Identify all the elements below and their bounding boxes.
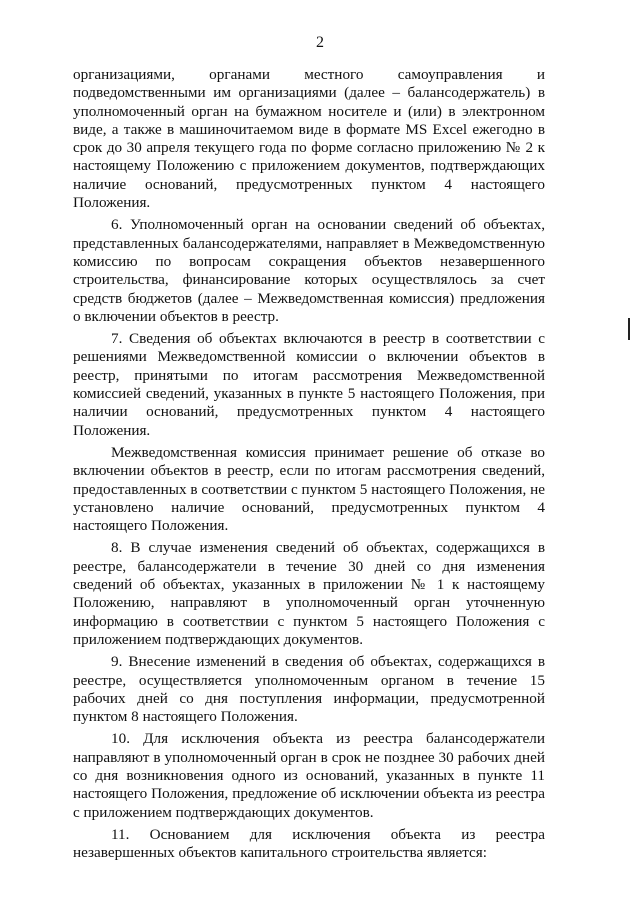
paragraph-item-11: 11. Основанием для исключения объекта из реестра незавершенных объектов капитального строительства является: — [73, 825, 545, 862]
margin-mark — [628, 318, 630, 340]
paragraph-item-9: 9. Внесение изменений в сведения об объектах, содержащихся в реестре, осуществляется уполномоченным органом в течение 15 рабочих дней со дня поступления информации, предусмотренной пунктом 8 настоящего Положения. — [73, 653, 545, 726]
document-body — [73, 66, 545, 866]
paragraph-continuation: организациями, органами местного самоуправления и подведомственными им организациями (далее – балансодержатель) в уполномоченный орган на бумажном носителе и (или) в электронном виде, а также в машиночитаемом виде в формате MS Excel ежегодно в срок до 30 апреля текущего года по форме согласно приложению № 2 к настоящему Положению с приложением документов, подтверждающих наличие оснований, предусмотренных пунктом 4 настоящего Положения. — [73, 66, 545, 212]
paragraph-item-10: 10. Для исключения объекта из реестра балансодержатели направляют в уполномоченный орган в срок не позднее 30 рабочих дней со дня возникновения одного из оснований, указанных в пункте 11 настоящего Положения, предложение об исключении объекта из реестра с приложением подтверждающих документов. — [73, 730, 545, 821]
page-number: 2 — [316, 34, 324, 51]
paragraph-item-8: 8. В случае изменения сведений об объектах, содержащихся в реестре, балансодержатели в течение 30 дней со дня изменения сведений об объектах, указанных в приложении № 1 к настоящему Положению, направляют в уполномоченный орган уточненную информацию в соответствии с пунктом 5 настоящего Положения с приложением подтверждающих документов. — [73, 539, 545, 648]
paragraph-item-6: 6. Уполномоченный орган на основании сведений об объектах, представленных балансодержателями, направляет в Межведомственную комиссию по вопросам сокращения объектов незавершенного строительства, финансирование которых осуществлялось за счет средств бюджетов (далее – Межведомственная комиссия) предложения о включении объектов в реестр. — [73, 216, 545, 325]
paragraph-item-7: 7. Сведения об объектах включаются в реестр в соответствии с решениями Межведомственной комиссии о включении объектов в реестр, принятыми по итогам рассмотрения Межведомственной комиссией сведений, указанных в пункте 5 настоящего Положения, при наличии оснований, предусмотренных пунктом 4 настоящего Положения. — [73, 330, 545, 439]
paragraph-item-7-refusal: Межведомственная комиссия принимает решение об отказе во включении объектов в реестр, если по итогам рассмотрения сведений, предоставленных в соответствии с пунктом 5 настоящего Положения, не установлено наличие оснований, предусмотренных пунктом 4 настоящего Положения. — [73, 443, 545, 535]
